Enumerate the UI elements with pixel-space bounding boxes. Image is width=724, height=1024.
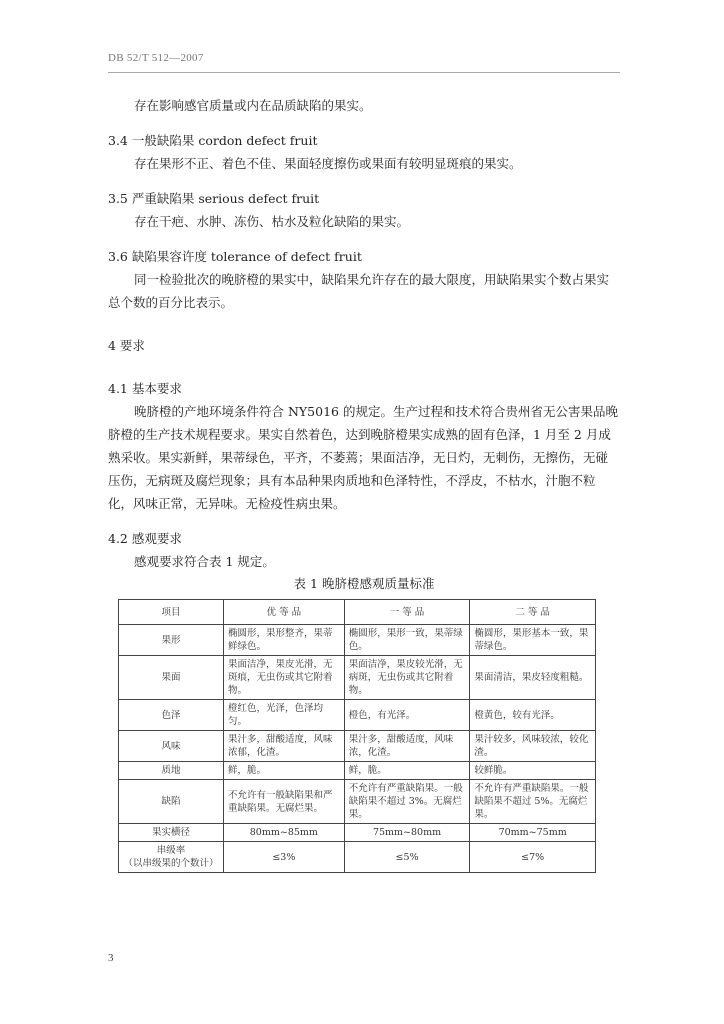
table-cell: 80mm~85mm (224, 824, 345, 842)
table-cell: 果面洁净，果皮光滑，无斑痕，无虫伤或其它附着物。 (224, 656, 345, 700)
row-label: 缺陷 (119, 780, 224, 824)
section-4-1-heading: 4.1 基本要求 (108, 381, 182, 396)
table-cell: 橙红色，光泽，色泽均匀。 (224, 700, 345, 731)
section-3-6-heading: 3.6 缺陷果容许度 tolerance of defect fruit (108, 249, 362, 264)
document-code: DB 52/T 512—2007 (108, 52, 204, 64)
table-cell: 不允许有严重缺陷果。一般缺陷果不超过 3%。无腐烂果。 (344, 780, 470, 824)
header-premium: 优 等 品 (224, 600, 345, 625)
page-number: 3 (108, 952, 114, 964)
table-row (119, 824, 596, 842)
table-cell: 橙黄色，较有光泽。 (470, 700, 596, 731)
table-cell: ≤3% (224, 842, 345, 873)
table-cell: 不允许有一般缺陷果和严重缺陷果。无腐烂果。 (224, 780, 345, 824)
table-cell: 鲜，脆。 (344, 762, 470, 780)
table-row (119, 656, 596, 700)
quality-standard-table (118, 599, 596, 873)
table-row (119, 625, 596, 656)
table-cell: 果面洁净，果皮较光滑，无病斑，无虫伤或其它附着物。 (344, 656, 470, 700)
table-cell: 果汁多，甜酸适度，风味浓，化渣。 (344, 731, 470, 762)
header-first-grade: 一 等 品 (344, 600, 470, 625)
table-header-row (119, 600, 596, 625)
section-3-4-heading: 3.4 一般缺陷果 cordon defect fruit (108, 133, 318, 148)
table-cell: 果汁较多，风味较浓，较化渣。 (470, 731, 596, 762)
row-label: 质地 (119, 762, 224, 780)
header-second-grade: 二 等 品 (470, 600, 596, 625)
table-row (119, 842, 596, 873)
page-content (108, 94, 620, 873)
section-4-1-text: 晚脐橙的产地环境条件符合 NY5016 的规定。生产过程和技术符合贵州省无公害果品晚脐橙的生产技术规程要求。果实自然着色，达到晚脐橙果实成熟的固有色泽，1 月至 2 月成熟采收。果实新鲜，果蒂绿色，平齐，不萎蔫；果面洁净，无日灼，无刺伤，无擦伤，无碰压伤，无病斑及腐烂现象；具有本品种果肉质地和色泽特性，不浮皮，不枯水，汁胞不粒化，风味正常，无异味。无检疫性病虫果。 (108, 404, 618, 511)
header-rule (108, 72, 620, 73)
table-cell: 椭圆形，果形整齐，果蒂鲜绿色。 (224, 625, 345, 656)
table-row (119, 731, 596, 762)
table-row (119, 780, 596, 824)
row-label: 风味 (119, 731, 224, 762)
table-cell: 70mm~75mm (470, 824, 596, 842)
table-title: 表 1 晚脐橙感观质量标准 (293, 576, 435, 591)
table-cell: 不允许有严重缺陷果。一般缺陷果不超过 5%。无腐烂果。 (470, 780, 596, 824)
section-4-2-text: 感观要求符合表 1 规定。 (134, 554, 275, 569)
row-label: 果面 (119, 656, 224, 700)
table-cell: 较鲜脆。 (470, 762, 596, 780)
table-cell: 果汁多，甜酸适度，风味浓郁，化渣。 (224, 731, 345, 762)
section-4-heading: 4 要求 (108, 338, 145, 353)
table-cell: 果面清洁，果皮轻度粗糙。 (470, 656, 596, 700)
table-cell: 椭圆形，果形一致，果蒂绿色。 (344, 625, 470, 656)
table-cell: ≤7% (470, 842, 596, 873)
section-3-5-text: 存在干疤、水肿、冻伤、枯水及粒化缺陷的果实。 (134, 214, 410, 229)
section-3-5-heading: 3.5 严重缺陷果 serious defect fruit (108, 191, 320, 206)
table-cell: 橙色，有光泽。 (344, 700, 470, 731)
table-cell: ≤5% (344, 842, 470, 873)
table-cell: 75mm~80mm (344, 824, 470, 842)
section-3-6-text: 同一检验批次的晚脐橙的果实中，缺陷果允许存在的最大限度，用缺陷果实个数占果实总个数的百分比表示。 (108, 272, 610, 310)
paragraph-intro: 存在影响感官质量或内在品质缺陷的果实。 (134, 98, 372, 113)
table-row (119, 762, 596, 780)
section-4-2-heading: 4.2 感观要求 (108, 531, 182, 546)
table-cell: 鲜，脆。 (224, 762, 345, 780)
row-label: 果形 (119, 625, 224, 656)
table-cell: 椭圆形，果形基本一致，果蒂绿色。 (470, 625, 596, 656)
header-item: 项目 (119, 600, 224, 625)
section-3-4-text: 存在果形不正、着色不佳、果面轻度擦伤或果面有较明显斑痕的果实。 (134, 156, 522, 171)
row-label: 果实横径 (119, 824, 224, 842)
row-label: 串级率 （以串级果的个数计） (119, 842, 224, 873)
table-row (119, 700, 596, 731)
row-label: 色泽 (119, 700, 224, 731)
